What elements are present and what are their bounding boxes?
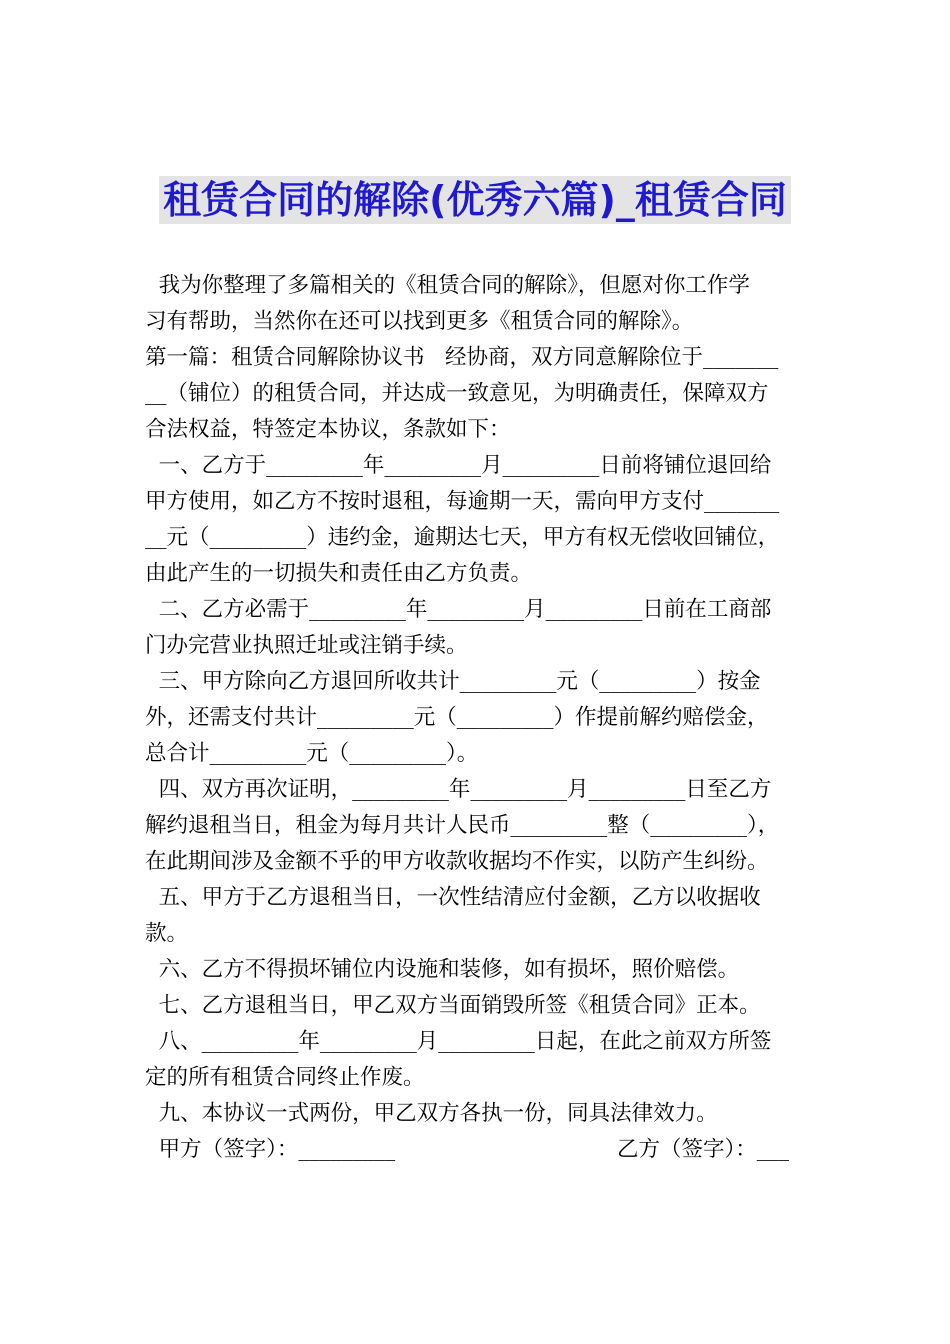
clause-line: 七、乙方退租当日，甲乙双方当面销毁所签《租赁合同》正本。 bbox=[145, 993, 761, 1018]
paragraph-line: 习有帮助，当然你在还可以找到更多《租赁合同的解除》。 bbox=[145, 309, 694, 334]
paragraph-line: 第一篇：租赁合同解除协议书 经协商，双方同意解除位于_______ bbox=[145, 345, 779, 370]
paragraph-line: 合法权益，特签定本协议，条款如下： bbox=[145, 417, 511, 442]
clause-line: 一、乙方于_________年_________月_________日前将铺位退回给 bbox=[145, 453, 772, 478]
clause-line: 定的所有租赁合同终止作废。 bbox=[145, 1065, 425, 1090]
party-b-signature: 乙方（签字）：___ bbox=[617, 1137, 790, 1162]
clause-line: 二、乙方必需于_________年_________月_________日前在工商部 bbox=[145, 597, 772, 622]
clause-line: 款。 bbox=[145, 921, 189, 946]
clause-line: 九、本协议一式两份，甲乙双方各执一份，同具法律效力。 bbox=[145, 1101, 718, 1126]
clause-line: 六、乙方不得损坏铺位内设施和装修，如有损坏，照价赔偿。 bbox=[145, 957, 740, 982]
clause-line: 由此产生的一切损失和责任由乙方负责。 bbox=[145, 561, 533, 586]
clause-line: 四、双方再次证明，_________年_________月_________日至乙方 bbox=[145, 777, 772, 802]
title-container bbox=[0, 176, 950, 224]
clause-line: 总合计_________元（_________）。 bbox=[145, 741, 479, 766]
clause-line: 门办完营业执照迁址或注销手续。 bbox=[145, 633, 468, 658]
clause-line: 八、_________年_________月_________日起，在此之前双方所签 bbox=[145, 1029, 772, 1054]
document-title: 租赁合同的解除(优秀六篇)_租赁合同 bbox=[159, 176, 791, 224]
paragraph-line: 我为你整理了多篇相关的《租赁合同的解除》，但愿对你工作学 bbox=[145, 273, 750, 298]
clause-line: 三、甲方除向乙方退回所收共计_________元（_________）按金 bbox=[145, 669, 761, 694]
party-a-signature: 甲方（签字）：_________ bbox=[145, 1137, 396, 1162]
document-body bbox=[145, 268, 813, 1168]
clause-line: 外，还需支付共计_________元（_________）作提前解约赔偿金， bbox=[145, 705, 769, 730]
paragraph-line: __（铺位）的租赁合同，并达成一致意见，为明确责任，保障双方 bbox=[145, 381, 769, 406]
clause-line: 解约退租当日，租金为每月共计人民币_________整（_________）， bbox=[145, 813, 780, 838]
clause-line: 甲方使用，如乙方不按时退租，每逾期一天，需向甲方支付_______ bbox=[145, 489, 780, 514]
clause-line: __元（_________）违约金，逾期达七天，甲方有权无偿收回铺位， bbox=[145, 525, 780, 550]
signature-row bbox=[145, 1132, 813, 1168]
clause-line: 在此期间涉及金额不乎的甲方收款收据均不作实，以防产生纠纷。 bbox=[145, 849, 769, 874]
clause-line: 五、甲方于乙方退租当日，一次性结清应付金额，乙方以收据收 bbox=[145, 885, 761, 910]
